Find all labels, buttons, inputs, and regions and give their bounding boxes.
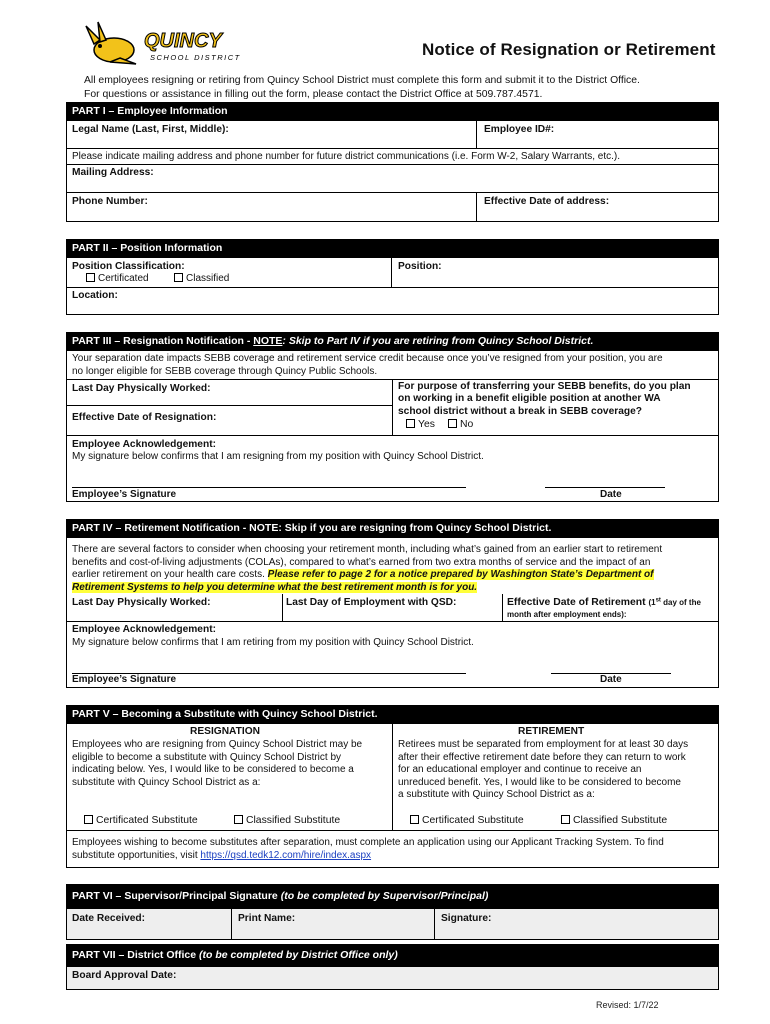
part4-info (72, 544, 662, 594)
intro-line-2: For questions or assistance in filling out the form, please contact the District Office at 509.787.4571. (84, 88, 543, 100)
shaded-area (67, 909, 718, 939)
highlight-text: Please refer to page 2 for a notice prepared by Washington State’s Department of (267, 569, 654, 581)
text-line: substitute with Quincy School District as a: (72, 776, 261, 788)
divider (231, 908, 232, 940)
retire-classified-sub-checkbox[interactable] (561, 815, 667, 828)
divider (502, 594, 503, 621)
checkbox-icon (84, 815, 93, 824)
part3-date-line[interactable] (545, 487, 665, 488)
sebb-line: school district without a break in SEBB coverage? (398, 405, 642, 417)
divider (476, 192, 477, 222)
intro-line-1: All employees resigning or retiring from Quincy School District must complete this form and submit it to the District Office. (84, 75, 640, 86)
part1-heading: PART I – Employee Information (66, 102, 719, 120)
part3-ack-title: Employee Acknowledgement: (72, 439, 216, 450)
divider (66, 287, 719, 288)
info-line: no longer eligible for SEBB coverage through Quincy Public Schools. (72, 365, 378, 377)
divider (392, 723, 393, 830)
board-approval-date-field[interactable]: Board Approval Date: (72, 970, 177, 981)
text-line: eligible to become a substitute with Quincy School District by (72, 751, 342, 763)
note-text: substitute opportunities, visit (72, 849, 201, 861)
info-text: earlier retirement on your health care costs. (72, 569, 268, 581)
checkbox-label: Certificated Substitute (422, 815, 524, 826)
part3-heading (66, 332, 719, 350)
text-line: Employees who are resigning from Quincy School District may be (72, 739, 363, 750)
tedk12-link[interactable]: https://qsd.tedk12.com/hire/index.aspx (200, 849, 372, 861)
heading-italic: : Skip to Part IV if you are retiring from Quincy School District. (282, 335, 594, 347)
resign-certificated-sub-checkbox[interactable] (84, 815, 198, 828)
sebb-no-checkbox[interactable] (448, 419, 473, 432)
logo-wordmark: QUINCY (144, 30, 222, 52)
checkbox-icon (410, 815, 419, 824)
legal-name-field[interactable]: Legal Name (Last, First, Middle): (72, 124, 229, 135)
field-label: Effective Date of Retirement (507, 597, 646, 608)
sebb-question (398, 381, 691, 418)
checkbox-icon (86, 273, 95, 282)
part3-ack-text: My signature below confirms that I am resigning from my position with Quincy School District. (72, 451, 484, 462)
print-name-field[interactable]: Print Name: (238, 913, 296, 924)
revised-date: Revised: 1/7/22 (596, 1000, 659, 1010)
page-title: Notice of Resignation or Retirement (422, 40, 716, 59)
part3-signature-label: Employee’s Signature (72, 489, 177, 500)
effective-retirement-field[interactable] (507, 597, 701, 608)
checkbox-icon (561, 815, 570, 824)
heading-text: PART VI – Supervisor/Principal Signature (72, 890, 281, 902)
heading-text: PART VII – District Office (72, 949, 199, 961)
info-line (72, 569, 662, 582)
intro-text (84, 74, 640, 101)
note-part: (1 (648, 598, 656, 607)
divider (66, 621, 719, 622)
part6-heading (66, 884, 719, 908)
text-line: Retirees must be separated from employment for at least 30 days (398, 739, 689, 750)
note-line: Employees wishing to become substitutes after separation, must complete an application using our Applicant Tracking System. To find (72, 837, 664, 848)
checkbox-label: Yes (418, 419, 435, 430)
last-employment-field[interactable]: Last Day of Employment with QSD: (286, 597, 457, 608)
divider (391, 257, 392, 287)
part3-last-day-field[interactable]: Last Day Physically Worked: (72, 383, 211, 394)
phone-number-field[interactable]: Phone Number: (72, 196, 148, 207)
note-sup: st (655, 597, 661, 604)
divider (66, 830, 719, 831)
supervisor-signature-field[interactable]: Signature: (441, 913, 492, 924)
sebb-line: on working in a benefit eligible position at another WA (398, 393, 661, 405)
checkbox-label: No (460, 419, 474, 430)
heading-text: PART III – Resignation Notification - (72, 335, 254, 347)
divider (66, 435, 719, 436)
text-line: a substitute with Quincy School District as a: (398, 789, 595, 801)
field-note (648, 598, 700, 607)
quincy-school-district-logo (80, 20, 241, 70)
part4-date-label: Date (600, 674, 622, 685)
part3-date-label: Date (600, 489, 622, 500)
mailing-address-field[interactable]: Mailing Address: (72, 167, 154, 178)
effective-address-date-field[interactable]: Effective Date of address: (484, 196, 610, 207)
divider (392, 379, 393, 435)
part4-heading: PART IV – Retirement Notification - NOTE: Skip if you are resigning from Quincy School District. (66, 519, 719, 537)
sebb-yes-checkbox[interactable] (406, 419, 435, 432)
checkbox-label: Classified Substitute (573, 815, 668, 826)
logo-subtitle: SCHOOL DISTRICT (150, 53, 241, 62)
checkbox-icon (234, 815, 243, 824)
divider (66, 405, 392, 406)
substitute-note (72, 837, 664, 862)
part1-box (66, 120, 719, 222)
heading-note: NOTE (253, 335, 283, 347)
part4-ack-title: Employee Acknowledgement: (72, 624, 216, 635)
retirement-text (398, 739, 688, 802)
info-line: There are several factors to consider when choosing your retirement month, including what’s gained from an earlier start to retirement (72, 544, 663, 555)
employee-id-field[interactable]: Employee ID#: (484, 124, 555, 135)
certificated-checkbox[interactable] (86, 273, 149, 286)
classified-checkbox[interactable] (174, 273, 229, 286)
checkbox-icon (406, 419, 415, 428)
divider (66, 192, 719, 193)
checkbox-icon (174, 273, 183, 282)
checkbox-label: Classified (186, 273, 230, 284)
effective-resignation-field[interactable]: Effective Date of Resignation: (72, 412, 217, 423)
divider (282, 594, 283, 621)
text-line: indicating below. Yes, I would like to be considered to become a (72, 764, 354, 776)
part4-ack-text: My signature below confirms that I am retiring from my position with Quincy School District. (72, 637, 474, 648)
divider (66, 148, 719, 149)
part7-heading (66, 944, 719, 966)
retirement-title: RETIREMENT (518, 726, 585, 737)
date-received-field[interactable]: Date Received: (72, 913, 146, 924)
resignation-title: RESIGNATION (190, 726, 260, 737)
info-line: Your separation date impacts SEBB coverage and retirement service credit because once you’ve resigned from your position, you are (72, 353, 663, 364)
checkbox-label: Certificated (98, 273, 149, 284)
effective-retirement-note: month after employment ends): (507, 610, 627, 619)
text-line: unreduced benefit. Yes, I would like to be considered to become (398, 776, 681, 788)
divider (476, 120, 477, 148)
heading-italic: (to be completed by District Office only) (199, 949, 398, 961)
jackrabbit-icon (86, 22, 136, 64)
part4-signature-label: Employee’s Signature (72, 674, 177, 685)
mailing-note: Please indicate mailing address and phone number for future district communications (i.e. Form W-2, Salary Warrants, etc.). (72, 151, 621, 162)
part4-last-day-field[interactable]: Last Day Physically Worked: (72, 597, 211, 608)
part5-heading: PART V – Becoming a Substitute with Quincy School District. (66, 705, 719, 723)
text-line: after their effective retirement date before they can return to work (398, 751, 686, 763)
location-field[interactable]: Location: (72, 290, 118, 301)
part2-heading: PART II – Position Information (66, 239, 719, 257)
part3-signature-line[interactable] (72, 487, 466, 488)
highlight-text: Retirement Systems to help you determine what the best retirement month is for you. (72, 581, 478, 593)
checkbox-label: Classified Substitute (246, 815, 341, 826)
position-field[interactable]: Position: (398, 261, 442, 272)
checkbox-icon (448, 419, 457, 428)
checkbox-label: Certificated Substitute (96, 815, 198, 826)
resignation-text (72, 739, 362, 789)
note-part: day of the (660, 598, 701, 607)
info-line: benefits and cost-of-living adjustments (COLAs), compared to what’s earned from two extra months of service and the impact of an (72, 556, 651, 568)
text-line: for an educational employer and continue to receive an (398, 764, 642, 776)
heading-italic: (to be completed by Supervisor/Principal) (280, 890, 489, 902)
note-line (72, 850, 664, 863)
retire-certificated-sub-checkbox[interactable] (410, 815, 524, 828)
info-line (72, 582, 662, 595)
sebb-line: For purpose of transferring your SEBB benefits, do you plan (398, 381, 691, 392)
part3-info (72, 353, 663, 378)
divider (66, 164, 719, 165)
resign-classified-sub-checkbox[interactable] (234, 815, 340, 828)
position-classification-label: Position Classification: (72, 261, 185, 272)
divider (434, 908, 435, 940)
